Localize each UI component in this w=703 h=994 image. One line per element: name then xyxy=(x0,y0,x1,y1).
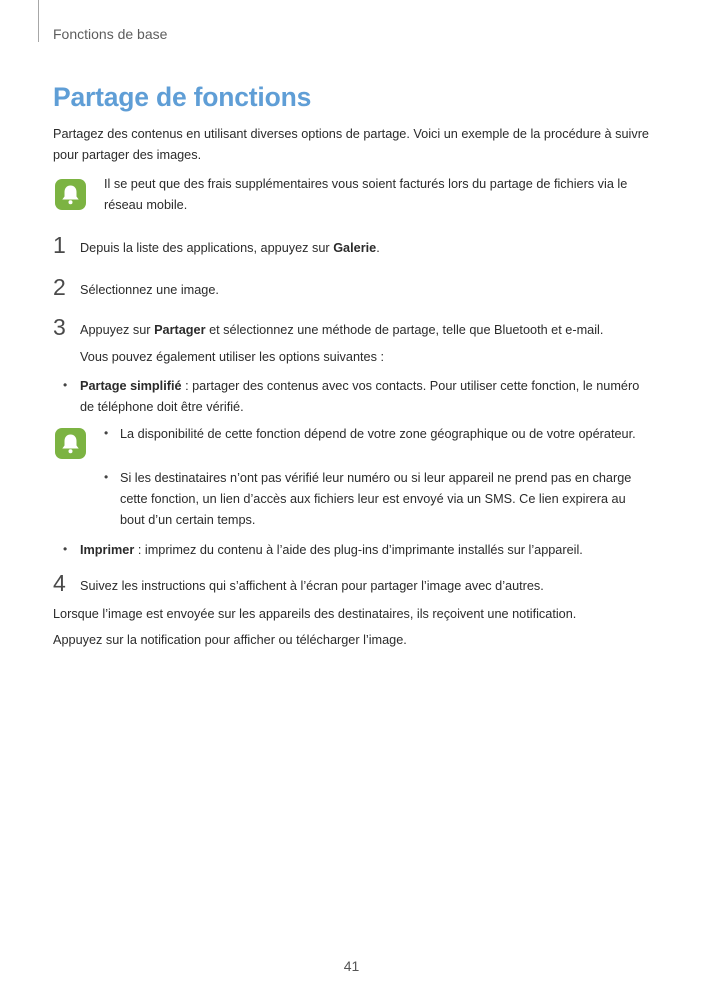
step-number: 1 xyxy=(53,232,66,258)
step-3-subtext: Vous pouvez également utiliser les options suivantes : xyxy=(80,350,384,364)
page-title: Partage de fonctions xyxy=(53,82,312,112)
bullet: • xyxy=(63,378,68,392)
section-header: Fonctions de base xyxy=(53,26,168,42)
bullet: • xyxy=(104,426,109,440)
closing-line-1: Lorsque l’image est envoyée sur les appareils des destinataires, ils reçoivent une notification. xyxy=(53,607,577,621)
step-number: 3 xyxy=(53,314,66,340)
note-availability: La disponibilité de cette fonction dépend de votre zone géographique ou de votre opérateur. xyxy=(120,427,636,441)
closing-line-2: Appuyez sur la notification pour afficher ou télécharger l’image. xyxy=(53,633,407,647)
step-1-text: Depuis la liste des applications, appuyez sur Galerie. xyxy=(80,241,380,255)
option-partage-simplifie: Partage simplifié : partager des contenus avec vos contacts. Pour utiliser cette fonction, le numéro de téléphone doit être vérifié. xyxy=(80,379,640,414)
step-3-text: Appuyez sur Partager et sélectionnez une méthode de partage, telle que Bluetooth et e-mail. xyxy=(80,323,604,337)
note-mobile-charges: Il se peut que des frais supplémentaires vous soient facturés lors du partage de fichiers via le réseau mobile. xyxy=(104,177,628,212)
intro-paragraph: Partagez des contenus en utilisant diverses options de partage. Voici un exemple de la procédure à suivre pour partager des images. xyxy=(53,127,649,162)
bullet: • xyxy=(104,470,109,484)
bell-icon xyxy=(54,427,87,460)
bell-icon xyxy=(54,178,87,211)
step-number: 2 xyxy=(53,274,66,300)
step-2-text: Sélectionnez une image. xyxy=(80,283,219,297)
bullet: • xyxy=(63,542,68,556)
option-imprimer: Imprimer : imprimez du contenu à l’aide des plug-ins d’imprimante installés sur l’appareil. xyxy=(80,543,583,557)
note-sms-link: Si les destinataires n’ont pas vérifié leur numéro ou si leur appareil ne prend pas en charge cette fonction, un lien d’accès aux fichiers leur est envoyé via un SMS. Ce lien expirera au bout d’un certain temps. xyxy=(120,471,632,527)
step-4-text: Suivez les instructions qui s’affichent à l’écran pour partager l’image avec d’autres. xyxy=(80,579,544,593)
step-number: 4 xyxy=(53,570,66,596)
page-number: 41 xyxy=(343,958,360,974)
header-divider xyxy=(38,0,39,42)
